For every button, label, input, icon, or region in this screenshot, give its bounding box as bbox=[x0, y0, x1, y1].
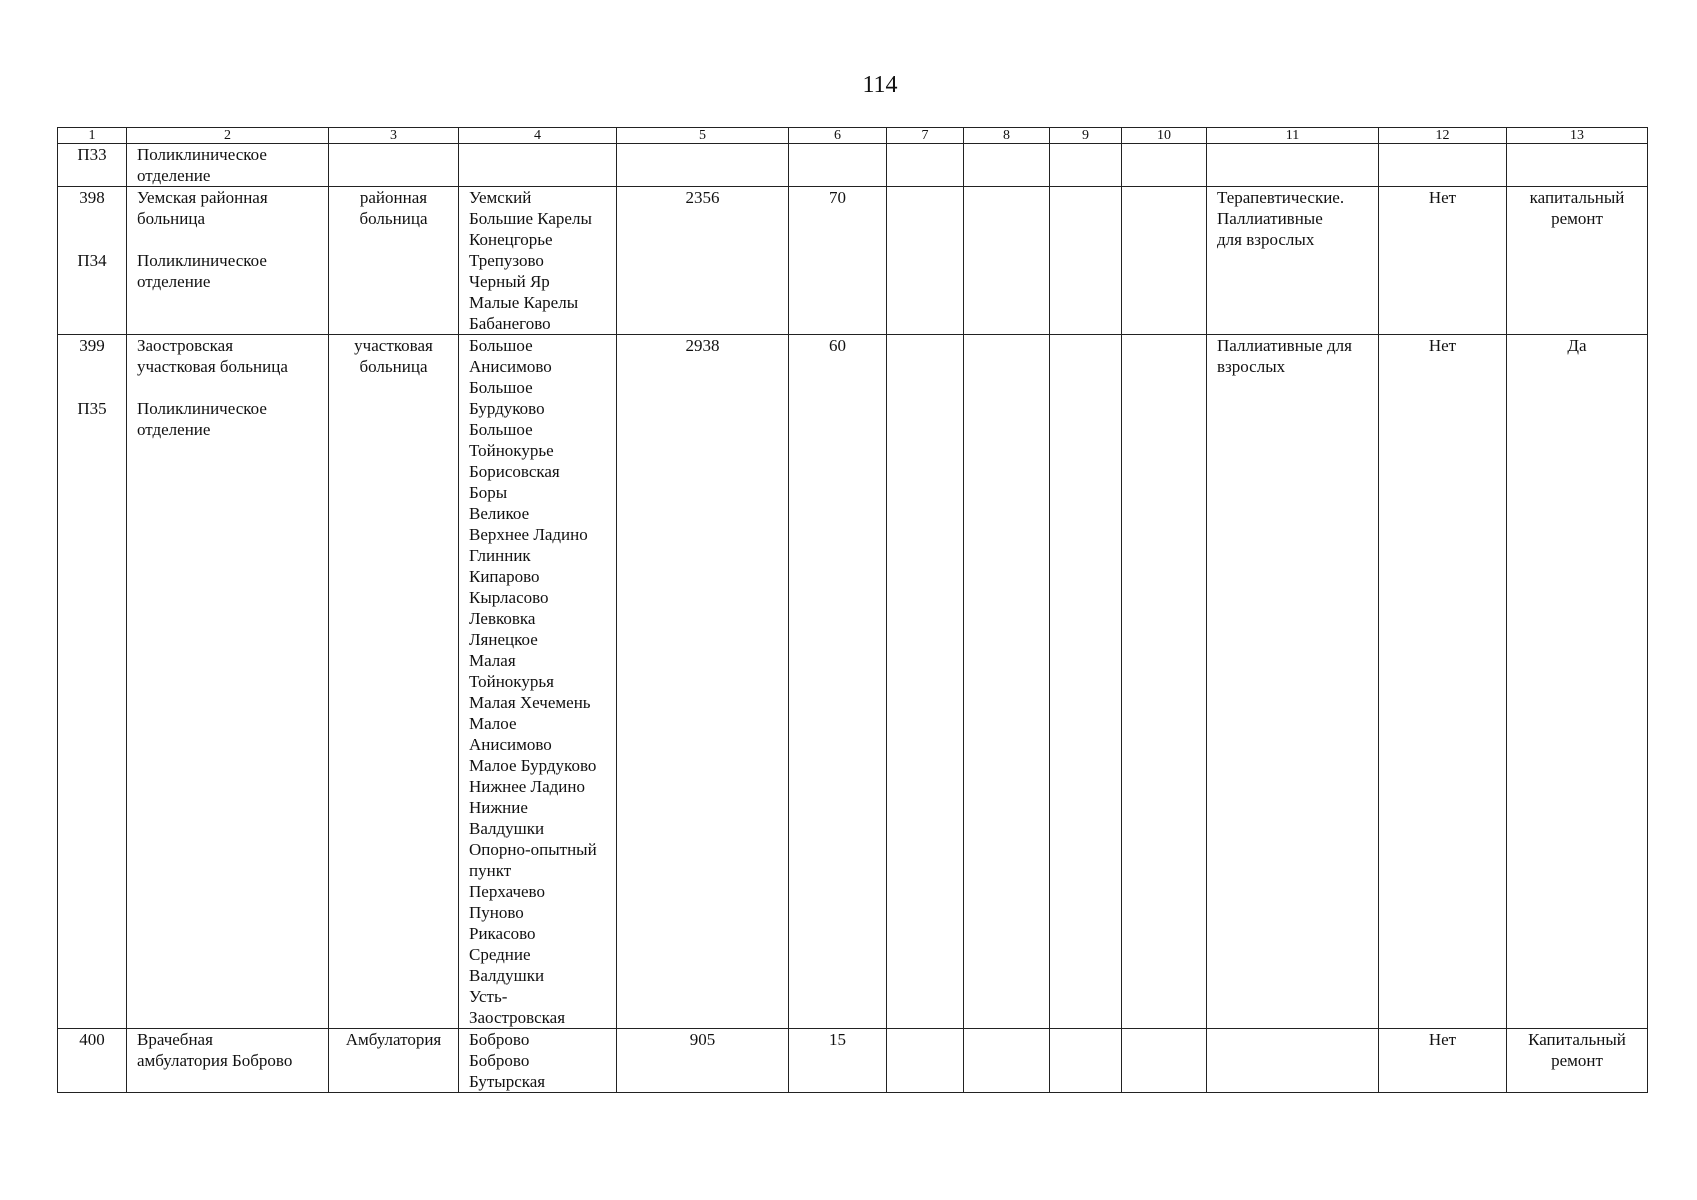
cell-flag bbox=[1379, 144, 1507, 187]
cell-facility-name bbox=[127, 144, 329, 187]
cell-line: Левковка bbox=[469, 609, 536, 628]
cell-capacity: 70 bbox=[789, 187, 887, 335]
cell-line: Малая bbox=[469, 651, 516, 670]
cell-line: больница bbox=[359, 209, 428, 228]
cell-line: Бурдуково bbox=[469, 399, 545, 418]
cell-line: Нижнее Ладино bbox=[469, 777, 585, 796]
cell-facility-name bbox=[127, 1029, 329, 1093]
cell-line: Конецгорье bbox=[469, 230, 553, 249]
column-number-11: 11 bbox=[1207, 128, 1379, 144]
cell-line: Средние bbox=[469, 945, 531, 964]
column-number-7: 7 bbox=[887, 128, 964, 144]
cell-line: Боброво bbox=[469, 1030, 530, 1049]
cell-line: Капитальный bbox=[1528, 1030, 1626, 1049]
table-row bbox=[58, 144, 1648, 187]
cell-col-10 bbox=[1122, 144, 1207, 187]
cell-bed-profile bbox=[1207, 187, 1379, 335]
column-number-5: 5 bbox=[617, 128, 789, 144]
cell-col-8 bbox=[964, 335, 1050, 1029]
cell-line: Нижние bbox=[469, 798, 528, 817]
cell-col-7 bbox=[887, 1029, 964, 1093]
blank-line bbox=[68, 377, 116, 398]
cell-line: Тойнокурье bbox=[469, 441, 554, 460]
blank-line bbox=[68, 229, 116, 250]
cell-line: Терапевтические. bbox=[1217, 188, 1345, 207]
column-number-2: 2 bbox=[127, 128, 329, 144]
cell-col-7 bbox=[887, 335, 964, 1029]
cell-col-8 bbox=[964, 187, 1050, 335]
cell-line: Борисовская bbox=[469, 462, 560, 481]
cell-repair-status bbox=[1507, 1029, 1648, 1093]
cell-line: 398 bbox=[79, 188, 105, 207]
cell-facility-type bbox=[329, 187, 459, 335]
cell-facility-name bbox=[127, 335, 329, 1029]
cell-repair-status bbox=[1507, 187, 1648, 335]
cell-bed-profile bbox=[1207, 144, 1379, 187]
cell-bed-profile bbox=[1207, 335, 1379, 1029]
cell-col-7 bbox=[887, 187, 964, 335]
blank-line bbox=[68, 356, 116, 377]
page-number: 114 bbox=[862, 72, 898, 98]
cell-capacity: 15 bbox=[789, 1029, 887, 1093]
cell-settlements bbox=[459, 1029, 617, 1093]
table-row bbox=[58, 187, 1648, 335]
cell-line: Поликлиническое bbox=[137, 145, 267, 164]
cell-line: Паллиативные для bbox=[1217, 336, 1352, 355]
table-row bbox=[58, 335, 1648, 1029]
cell-line: Валдушки bbox=[469, 966, 545, 985]
cell-line: Большое bbox=[469, 420, 533, 439]
column-number-13: 13 bbox=[1507, 128, 1648, 144]
cell-line: Боры bbox=[469, 483, 508, 502]
cell-line: ремонт bbox=[1551, 1051, 1603, 1070]
cell-facility-type bbox=[329, 335, 459, 1029]
cell-line: Боброво bbox=[469, 1051, 530, 1070]
cell-col-9 bbox=[1050, 144, 1122, 187]
column-number-1: 1 bbox=[58, 128, 127, 144]
column-number-6: 6 bbox=[789, 128, 887, 144]
cell-line: Большие Карелы bbox=[469, 209, 592, 228]
cell-line: амбулатория Боброво bbox=[137, 1051, 293, 1070]
cell-repair-status bbox=[1507, 144, 1648, 187]
cell-row-number bbox=[58, 144, 127, 187]
cell-row-number bbox=[58, 335, 127, 1029]
column-number-9: 9 bbox=[1050, 128, 1122, 144]
blank-line bbox=[137, 377, 318, 398]
cell-population bbox=[617, 144, 789, 187]
cell-line: П34 bbox=[77, 251, 107, 270]
cell-col-9 bbox=[1050, 187, 1122, 335]
column-number-row bbox=[58, 128, 1648, 144]
column-number-3: 3 bbox=[329, 128, 459, 144]
cell-line: Валдушки bbox=[469, 819, 545, 838]
cell-facility-type bbox=[329, 144, 459, 187]
cell-flag: Нет bbox=[1379, 1029, 1507, 1093]
cell-col-7 bbox=[887, 144, 964, 187]
cell-settlements bbox=[459, 187, 617, 335]
cell-line: Малое Бурдуково bbox=[469, 756, 597, 775]
cell-bed-profile bbox=[1207, 1029, 1379, 1093]
cell-line: Бабанегово bbox=[469, 314, 551, 333]
cell-line: Большое bbox=[469, 378, 533, 397]
cell-line: капитальный bbox=[1529, 188, 1625, 207]
cell-line: Усть- bbox=[469, 987, 508, 1006]
cell-population: 2356 bbox=[617, 187, 789, 335]
cell-line: Кипарово bbox=[469, 567, 540, 586]
cell-line: Да bbox=[1567, 336, 1587, 355]
cell-line: больница bbox=[359, 357, 428, 376]
cell-line: Врачебная bbox=[137, 1030, 213, 1049]
cell-line: Перхачево bbox=[469, 882, 545, 901]
cell-line: Анисимово bbox=[469, 357, 552, 376]
cell-population: 2938 bbox=[617, 335, 789, 1029]
column-number-8: 8 bbox=[964, 128, 1050, 144]
cell-line: Лянецкое bbox=[469, 630, 538, 649]
cell-line: Амбулатория bbox=[345, 1030, 442, 1049]
column-number-12: 12 bbox=[1379, 128, 1507, 144]
cell-line: Малое bbox=[469, 714, 517, 733]
cell-line: Бутырская bbox=[469, 1072, 546, 1091]
cell-line: Поликлиническое bbox=[137, 399, 267, 418]
blank-line bbox=[68, 208, 116, 229]
cell-line: Пуново bbox=[469, 903, 524, 922]
cell-line: Малая Хечемень bbox=[469, 693, 591, 712]
cell-line: Великое bbox=[469, 504, 530, 523]
cell-line: 399 bbox=[79, 336, 105, 355]
column-number-10: 10 bbox=[1122, 128, 1207, 144]
cell-line: Рикасово bbox=[469, 924, 536, 943]
table-body bbox=[58, 144, 1648, 1093]
cell-col-10 bbox=[1122, 335, 1207, 1029]
cell-line: Малые Карелы bbox=[469, 293, 579, 312]
cell-line: П35 bbox=[77, 399, 107, 418]
cell-capacity bbox=[789, 144, 887, 187]
cell-flag: Нет bbox=[1379, 187, 1507, 335]
cell-line: больница bbox=[137, 209, 205, 228]
cell-line: для взрослых bbox=[1217, 230, 1315, 249]
table-row bbox=[58, 1029, 1648, 1093]
cell-line: Уемский bbox=[469, 188, 532, 207]
cell-line: участковая bbox=[354, 336, 433, 355]
cell-col-8 bbox=[964, 144, 1050, 187]
cell-line: Анисимово bbox=[469, 735, 552, 754]
cell-line: Трепузово bbox=[469, 251, 544, 270]
cell-row-number bbox=[58, 1029, 127, 1093]
cell-settlements bbox=[459, 335, 617, 1029]
cell-line: Черный Яр bbox=[469, 272, 550, 291]
cell-line: Опорно-опытный bbox=[469, 840, 597, 859]
cell-line: Глинник bbox=[469, 546, 531, 565]
cell-flag: Нет bbox=[1379, 335, 1507, 1029]
cell-col-8 bbox=[964, 1029, 1050, 1093]
cell-col-9 bbox=[1050, 1029, 1122, 1093]
cell-line: ремонт bbox=[1551, 209, 1603, 228]
cell-line: Кырласово bbox=[469, 588, 549, 607]
facilities-table bbox=[57, 127, 1648, 1093]
cell-line: Заостровская bbox=[137, 336, 234, 355]
cell-line: пункт bbox=[469, 861, 512, 880]
cell-line: Поликлиническое bbox=[137, 251, 267, 270]
cell-settlements bbox=[459, 144, 617, 187]
cell-line: Паллиативные bbox=[1217, 209, 1323, 228]
cell-line: П33 bbox=[77, 145, 107, 164]
cell-line: Большое bbox=[469, 336, 533, 355]
cell-facility-name bbox=[127, 187, 329, 335]
cell-line: районная bbox=[359, 188, 428, 207]
cell-col-10 bbox=[1122, 187, 1207, 335]
cell-line: Уемская районная bbox=[137, 188, 268, 207]
cell-col-9 bbox=[1050, 335, 1122, 1029]
cell-line: взрослых bbox=[1217, 357, 1286, 376]
column-number-4: 4 bbox=[459, 128, 617, 144]
cell-repair-status bbox=[1507, 335, 1648, 1029]
cell-facility-type bbox=[329, 1029, 459, 1093]
blank-line bbox=[137, 229, 318, 250]
cell-line: Верхнее Ладино bbox=[469, 525, 588, 544]
cell-line: участковая больница bbox=[137, 357, 288, 376]
cell-line: Тойнокурья bbox=[469, 672, 554, 691]
cell-line: Заостровская bbox=[469, 1008, 566, 1027]
cell-col-10 bbox=[1122, 1029, 1207, 1093]
cell-population: 905 bbox=[617, 1029, 789, 1093]
cell-line: отделение bbox=[137, 420, 211, 439]
cell-line: 400 bbox=[79, 1030, 105, 1049]
cell-row-number bbox=[58, 187, 127, 335]
cell-capacity: 60 bbox=[789, 335, 887, 1029]
cell-line: отделение bbox=[137, 272, 211, 291]
cell-line: отделение bbox=[137, 166, 211, 185]
